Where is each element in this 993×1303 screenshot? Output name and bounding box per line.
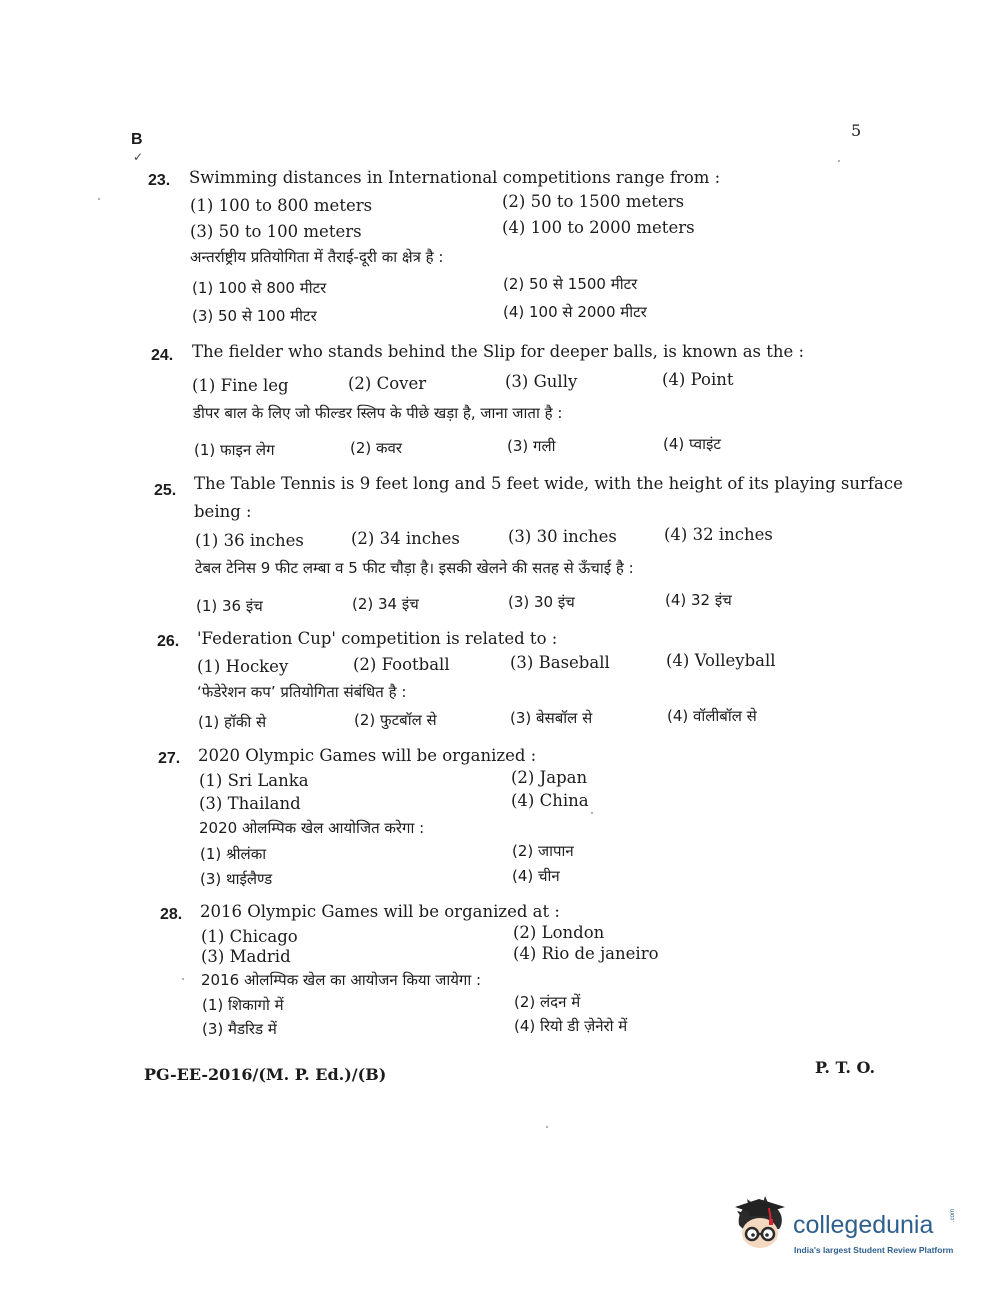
option-3-hi: (3) बेसबॉल से [510, 709, 593, 727]
option-3-hi: (3) मैडरिड में [202, 1020, 277, 1038]
scan-speck [98, 198, 100, 200]
option-4-en: (4) Point [662, 370, 734, 389]
brand-name: collegedunia [793, 1211, 934, 1239]
question-text-en: 2016 Olympic Games will be organized at : [200, 902, 560, 921]
option-2-en: (2) Football [353, 655, 450, 674]
question-number: 24. [151, 347, 174, 364]
question-text-hi: 2020 ओलम्पिक खेल आयोजित करेगा : [199, 819, 425, 837]
option-2-hi: (2) कवर [350, 439, 403, 457]
paper-code: PG-EE-2016/(M. P. Ed.)/(B) [144, 1065, 387, 1084]
option-2-en: (2) London [513, 923, 605, 942]
option-4-en: (4) 32 inches [664, 525, 773, 544]
option-3-en: (3) Gully [505, 372, 578, 391]
option-3-en: (3) Thailand [199, 794, 301, 813]
option-3-hi: (3) 30 इंच [508, 593, 575, 611]
option-1-en: (1) Fine leg [192, 376, 289, 395]
option-2-hi: (2) 34 इंच [352, 595, 419, 613]
option-3-en: (3) 50 to 100 meters [190, 222, 362, 241]
option-2-en: (2) 34 inches [351, 529, 460, 548]
option-4-hi: (4) 32 इंच [665, 591, 732, 609]
question-text-en: The Table Tennis is 9 feet long and 5 feet wide, with the height of its playing surface [194, 474, 903, 493]
option-4-en: (4) Rio de janeiro [513, 944, 659, 963]
option-1-en: (1) 36 inches [195, 531, 304, 550]
option-3-hi: (3) 50 से 100 मीटर [192, 307, 317, 325]
option-2-en: (2) Cover [348, 374, 427, 393]
question-text-hi: ‘फेडेरेशन कप’ प्रतियोगिता संबंधित है : [197, 683, 407, 701]
option-2-en: (2) 50 to 1500 meters [502, 192, 685, 211]
option-2-hi: (2) फुटबॉल से [354, 711, 437, 729]
brand-tagline: India's largest Student Review Platform [794, 1245, 954, 1255]
question-text-en: 2020 Olympic Games will be organized : [198, 746, 537, 765]
page-number: 5 [851, 121, 862, 140]
option-1-hi: (1) श्रीलंका [200, 845, 267, 863]
option-1-en: (1) 100 to 800 meters [190, 196, 373, 215]
option-1-hi: (1) 100 से 800 मीटर [192, 279, 327, 297]
pen-mark: ✓ [133, 150, 144, 164]
question-text-hi: 2016 ओलम्पिक खेल का आयोजन किया जायेगा : [201, 971, 482, 989]
option-4-en: (4) 100 to 2000 meters [502, 218, 695, 237]
question-number: 23. [148, 172, 171, 189]
option-3-en: (3) 30 inches [508, 527, 617, 546]
option-2-en: (2) Japan [511, 768, 588, 787]
option-4-hi: (4) वॉलीबॉल से [667, 707, 757, 725]
series-label: B [131, 131, 143, 148]
question-text-en-cont: being : [194, 502, 252, 521]
pto-label: P. T. O. [815, 1058, 876, 1077]
option-1-hi: (1) 36 इंच [196, 597, 263, 615]
option-4-en: (4) Volleyball [666, 651, 776, 670]
option-2-hi: (2) लंदन में [514, 993, 581, 1011]
question-text-en: 'Federation Cup' competition is related to : [197, 629, 558, 648]
scan-speck [546, 1126, 548, 1128]
option-4-hi: (4) चीन [512, 867, 560, 885]
option-2-hi: (2) जापान [512, 842, 574, 860]
option-1-hi: (1) हॉकी से [198, 713, 267, 731]
question-number: 26. [157, 633, 180, 650]
question-number: 25. [154, 482, 177, 499]
question-text-en: Swimming distances in International competitions range from : [189, 168, 721, 187]
scan-speck [182, 978, 184, 980]
mascot-logo-icon [733, 1195, 791, 1253]
option-2-hi: (2) 50 से 1500 मीटर [503, 275, 638, 293]
option-1-en: (1) Hockey [197, 657, 289, 676]
option-4-hi: (4) रियो डी ज़ेनेरो में [514, 1017, 628, 1035]
option-1-hi: (1) फाइन लेग [194, 441, 275, 459]
option-1-en: (1) Chicago [201, 927, 298, 946]
option-4-hi: (4) प्वाइंट [663, 435, 721, 453]
option-4-en: (4) China [511, 791, 589, 810]
question-text-hi: डीपर बाल के लिए जो फील्डर स्लिप के पीछे खड़ा है, जाना जाता है : [193, 404, 563, 422]
option-1-hi: (1) शिकागो में [202, 996, 284, 1014]
option-3-hi: (3) गली [507, 437, 556, 455]
question-text-en: The fielder who stands behind the Slip for deeper balls, is known as the : [192, 342, 805, 361]
question-number: 28. [160, 906, 183, 923]
question-text-hi: टेबल टेनिस 9 फीट लम्बा व 5 फीट चौड़ा है। इसकी खेलने की सतह से ऊँचाई है : [195, 559, 634, 577]
option-4-hi: (4) 100 से 2000 मीटर [503, 303, 647, 321]
option-1-en: (1) Sri Lanka [199, 771, 309, 790]
option-3-hi: (3) थाईलैण्ड [200, 870, 273, 888]
option-3-en: (3) Madrid [201, 947, 291, 966]
brand-domain: .com [950, 1208, 956, 1222]
question-text-hi: अन्तर्राष्ट्रीय प्रतियोगिता में तैराई-दूरी का क्षेत्र है : [190, 248, 444, 266]
scan-speck [591, 812, 593, 814]
option-3-en: (3) Baseball [510, 653, 610, 672]
question-number: 27. [158, 750, 181, 767]
scan-speck [838, 160, 840, 162]
